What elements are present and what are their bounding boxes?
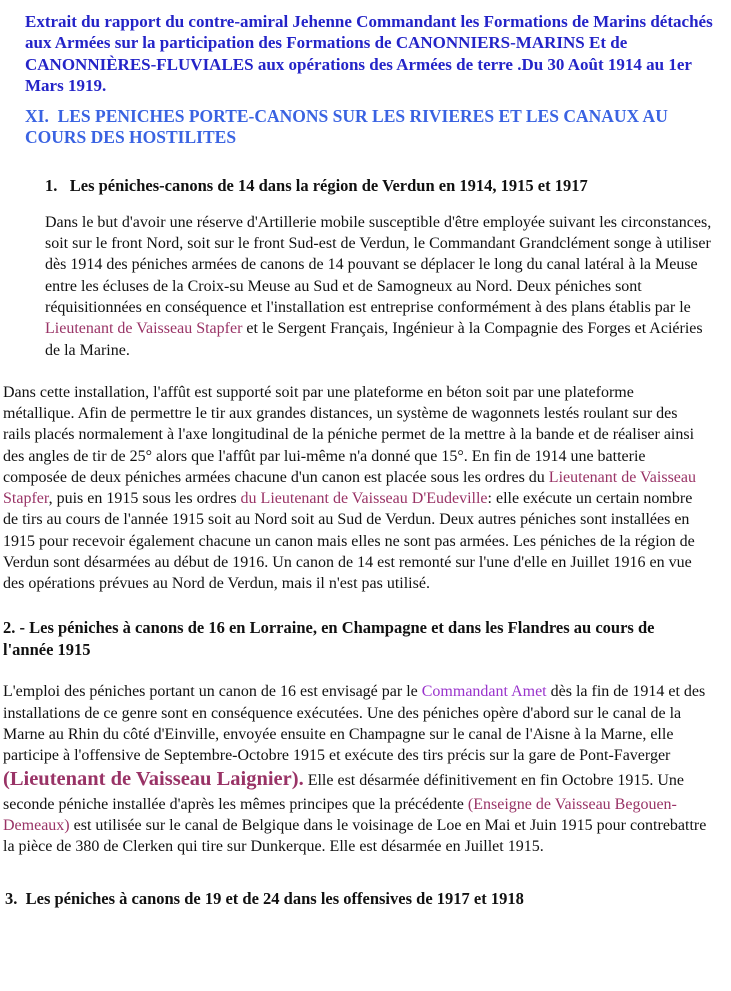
- paragraph-3-text-a: L'emploi des péniches portant un canon de 16 est envisagé par le: [3, 683, 422, 701]
- paragraph-3-text-b: dès la fin de 1914 et des installations de ce genre sont en conséquence exécutées. Une des péniches opère d'abord sur le canal de la Marne au Rhin du côté d'Einville, envoyée ensuite en Champagne sur le canal de l'Aisne à la Marne, elle participe à l'offensive de Septembre-Octobre 1915 et exécute des tirs précis sur la gare de Pont-Faverger: [3, 683, 706, 765]
- link-commandant-amet[interactable]: Commandant Amet: [421, 683, 547, 701]
- paragraph-3-text-d: est utilisée sur le canal de Belgique dans le voisinage de Loe en Mai et Juin 1915 pour contrebattre la pièce de 380 de Clerken qui tire sur Dunkerque. Elle est désarmée en Juillet 1915.: [3, 816, 707, 856]
- link-lieutenant-stapfer-2[interactable]: Lieutenant de Vaisseau Stapfer: [3, 468, 697, 508]
- paragraph-2-text-c: : elle exécute un certain nombre de tirs au cours de l'année 1915 soit au Nord soit au Sud de Verdun. Deux autres péniches sont installées en 1915 pour recevoir également chacune un canon mais elles ne sont pas armées. Les péniches de la région de Verdun sont désarmées au début de 1916. Un canon de 14 est remonté sur l'une d'elle en Juillet 1916 en vue des opérations prévues au Nord de Verdun, mais il n'est pas utilisé.: [3, 490, 695, 593]
- link-lieutenant-stapfer[interactable]: Lieutenant de Vaisseau Stapfer: [45, 320, 243, 338]
- paragraph-3-text-c: Elle est désarmée définitivement en fin Octobre 1915. Une seconde péniche installée d'après les mêmes principes que la précédente: [3, 772, 685, 813]
- section-1-heading: 1. Les péniches-canons de 14 dans la région de Verdun en 1914, 1915 et 1917: [45, 176, 588, 196]
- chapter-heading: XI. LES PENICHES PORTE-CANONS SUR LES RIVIERES ET LES CANAUX AU COURS DES HOSTILITES: [25, 105, 668, 147]
- paragraph-2: [3, 382, 707, 595]
- paragraph-1: [45, 212, 721, 361]
- section-3-heading: 3. Les péniches à canons de 19 et de 24 dans les offensives de 1917 et 1918: [5, 889, 524, 909]
- link-lieutenant-laignier[interactable]: (Lieutenant de Vaisseau Laignier).: [3, 768, 304, 791]
- paragraph-2-text-a: Dans cette installation, l'affût est supporté soit par une plateforme en béton soit par une plateforme métallique. Afin de permettre le tir aux grandes distances, un système de wagonnets lestés roulant sur des rails placés normalement à l'axe longitudinal de la péniche permet de la mettre à la bande et de réaliser ainsi des angles de tir de 25° alors que l'affût par lui-même n'a donné que 15°. En fin de 1914 une batterie composée de deux péniches armées chacune d'un canon est placée sous les ordres du: [3, 383, 695, 486]
- paragraph-3: [3, 681, 707, 857]
- link-enseigne-begouen-demeaux[interactable]: (Enseigne de Vaisseau Begouen-Demeaux): [3, 795, 677, 834]
- link-lieutenant-eudeville[interactable]: du Lieutenant de Vaisseau D'Eudeville: [240, 490, 488, 508]
- intro-paragraph: Extrait du rapport du contre-amiral Jehenne Commandant les Formations de Marins détachés aux Armées sur la participation des Formations de CANONNIERS-MARINS Et de CANONNIÈRES-FLUVIALES aux opérations des Armées de terre .Du 30 Août 1914 au 1er Mars 1919.: [25, 12, 713, 96]
- paragraph-1-text-b: et le Sergent Français, Ingénieur à la Compagnie des Forges et Aciéries de la Marine.: [45, 320, 703, 359]
- paragraph-2-text-b: , puis en 1915 sous les ordres: [48, 490, 241, 508]
- paragraph-1-text-a: Dans le but d'avoir une réserve d'Artillerie mobile susceptible d'être employée suivant les circonstances, soit sur le front Nord, soit sur le front Sud-est de Verdun, le Commandant Grandclément songe à utiliser dès 1914 des péniches armées de canons de 14 pouvant se déplacer le long du canal latéral à la Meuse entre les écluses de la Croix-su Meuse au Sud et de Samogneux au Nord. Deux péniches sont réquisitionnées en conséquence et l'installation est entreprise conformément à des plans établis par le: [45, 213, 712, 316]
- section-2-heading: 2. - Les péniches à canons de 16 en Lorraine, en Champagne et dans les Flandres au cours de l'année 1915: [3, 618, 655, 659]
